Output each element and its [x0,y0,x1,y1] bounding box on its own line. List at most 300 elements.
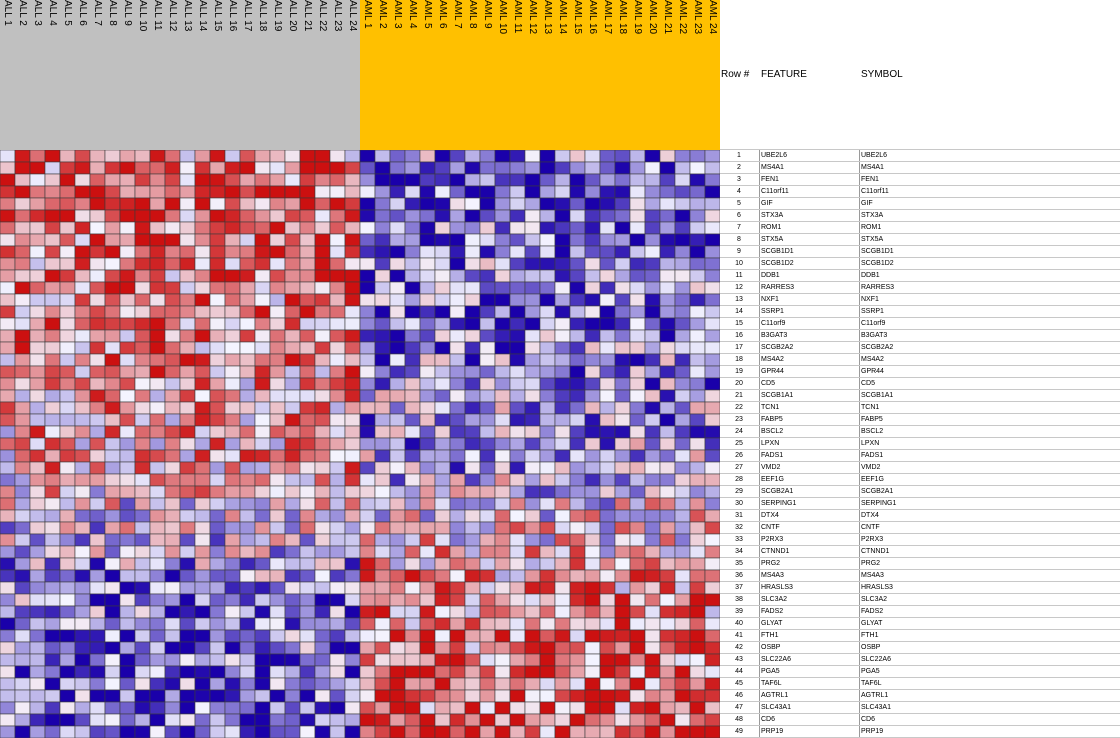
heatmap-cell [330,426,345,438]
heatmap-cell [240,162,255,174]
heatmap-cell [255,510,270,522]
heatmap-cell [450,678,465,690]
heatmap-cell [465,342,480,354]
heatmap-cell [405,414,420,426]
heatmap-cell [465,306,480,318]
heatmap-cell [450,726,465,738]
heatmap-cell [585,450,600,462]
heatmap-cell [180,438,195,450]
heatmap-cell [75,174,90,186]
heatmap-cell [615,558,630,570]
heatmap-cell [375,222,390,234]
heatmap-cell [225,510,240,522]
heatmap-cell [435,726,450,738]
heatmap-cell [390,198,405,210]
heatmap-cell [435,150,450,162]
heatmap-cell [255,378,270,390]
heatmap-cell [390,294,405,306]
heatmap-cell [615,270,630,282]
heatmap-cell [525,270,540,282]
heatmap-cell [390,570,405,582]
heatmap-cell [90,342,105,354]
heatmap-cell [0,198,15,210]
heatmap-cell [390,546,405,558]
heatmap-cell [165,258,180,270]
heatmap-cell [585,318,600,330]
heatmap-cell [585,678,600,690]
heatmap-cell [15,618,30,630]
heatmap-cell [555,522,570,534]
heatmap-cell [615,414,630,426]
heatmap-cell [420,666,435,678]
heatmap-cell [300,258,315,270]
heatmap-cell [585,390,600,402]
heatmap-cell [585,342,600,354]
heatmap-cell [480,630,495,642]
heatmap-cell [0,402,15,414]
table-row [720,270,1120,282]
heatmap-cell [165,414,180,426]
heatmap-cell [15,330,30,342]
heatmap-cell [315,498,330,510]
heatmap-cell [240,534,255,546]
heatmap-cell [375,450,390,462]
column-label: AML 9 [482,0,493,29]
heatmap-cell [135,162,150,174]
heatmap-cell [90,258,105,270]
table-row [720,630,1120,642]
heatmap-cell [45,474,60,486]
heatmap-cell [75,546,90,558]
heatmap-cell [300,606,315,618]
heatmap-cell [105,150,120,162]
heatmap-cell [540,162,555,174]
heatmap-cell [585,534,600,546]
row-symbol: LPXN [861,440,880,447]
heatmap-cell [375,294,390,306]
heatmap-cell [105,234,120,246]
heatmap-cell [90,630,105,642]
heatmap-cell [240,378,255,390]
heatmap-cell [105,414,120,426]
heatmap-cell [600,306,615,318]
heatmap-cell [600,258,615,270]
heatmap-cell [345,198,360,210]
heatmap-cell [330,366,345,378]
heatmap-cell [660,546,675,558]
heatmap-cell [75,402,90,414]
heatmap-cell [645,174,660,186]
heatmap-cell [345,162,360,174]
heatmap-cell [0,702,15,714]
table-row [720,690,1120,702]
heatmap-cell [660,630,675,642]
heatmap-cell [660,378,675,390]
heatmap-cell [435,474,450,486]
heatmap-cell [375,690,390,702]
heatmap-cell [270,450,285,462]
heatmap-cell [315,186,330,198]
heatmap-cell [300,270,315,282]
heatmap-cell [405,258,420,270]
heatmap-cell [630,474,645,486]
row-feature: GIF [761,200,773,207]
heatmap-cell [195,522,210,534]
heatmap-cell [195,186,210,198]
heatmap-cell [480,606,495,618]
heatmap-cell [615,606,630,618]
heatmap-cell [225,282,240,294]
heatmap-cell [180,726,195,738]
heatmap-cell [195,282,210,294]
row-number: 32 [735,524,743,531]
heatmap-cell [510,174,525,186]
heatmap-cell [180,294,195,306]
heatmap-cell [105,654,120,666]
heatmap-cell [645,270,660,282]
heatmap-cell [465,522,480,534]
row-feature: AGTRL1 [761,692,789,699]
heatmap-cell [555,186,570,198]
heatmap-cell [270,186,285,198]
heatmap-cell [600,666,615,678]
heatmap-cell [480,162,495,174]
heatmap-cell [315,450,330,462]
heatmap-cell [390,414,405,426]
heatmap-cell [120,162,135,174]
heatmap-cell [105,186,120,198]
heatmap-cell [480,282,495,294]
heatmap-cell [270,702,285,714]
heatmap-cell [300,666,315,678]
heatmap-cell [630,162,645,174]
heatmap-cell [585,210,600,222]
heatmap-cell [360,198,375,210]
heatmap-cell [45,498,60,510]
heatmap-cell [465,198,480,210]
heatmap-cell [645,618,660,630]
heatmap-cell [690,606,705,618]
heatmap-cell [60,558,75,570]
heatmap-cell [75,510,90,522]
heatmap-cell [120,390,135,402]
heatmap-cell [120,414,135,426]
heatmap-cell [660,186,675,198]
heatmap-cell [390,426,405,438]
heatmap-cell [480,222,495,234]
heatmap-cell [585,414,600,426]
heatmap-cell [510,498,525,510]
row-number: 14 [735,308,743,315]
heatmap-cell [450,510,465,522]
heatmap-cell [45,522,60,534]
heatmap-cell [360,282,375,294]
heatmap-cell [420,414,435,426]
heatmap-cell [480,642,495,654]
heatmap-cell [630,666,645,678]
heatmap-cell [240,654,255,666]
heatmap-cell [405,282,420,294]
heatmap-cell [270,462,285,474]
heatmap-cell [570,498,585,510]
heatmap-cell [465,318,480,330]
heatmap-cell [210,630,225,642]
heatmap-cell [705,198,720,210]
heatmap-cell [495,258,510,270]
heatmap-cell [165,714,180,726]
heatmap-cell [630,270,645,282]
heatmap-cell [240,186,255,198]
heatmap-cell [495,714,510,726]
table-row [720,342,1120,354]
heatmap-cell [30,474,45,486]
heatmap-cell [570,510,585,522]
heatmap-cell [240,558,255,570]
heatmap-cell [495,462,510,474]
column-label: AML 6 [437,0,448,29]
row-symbol: HRASLS3 [861,584,893,591]
heatmap-cell [180,486,195,498]
heatmap-cell [510,678,525,690]
heatmap-cell [675,714,690,726]
table-row [720,582,1120,594]
row-symbol: FEN1 [861,176,879,183]
heatmap-cell [300,246,315,258]
heatmap-cell [90,366,105,378]
heatmap-cell [105,390,120,402]
table-row [720,378,1120,390]
heatmap-cell [510,270,525,282]
heatmap-cell [270,426,285,438]
heatmap-cell [480,618,495,630]
heatmap-cell [330,414,345,426]
feature-header: FEATURE [761,69,807,80]
heatmap-cell [615,678,630,690]
column-label: AML 14 [557,0,568,35]
heatmap-cell [60,450,75,462]
heatmap-cell [30,354,45,366]
heatmap-cell [495,162,510,174]
heatmap-cell [375,318,390,330]
heatmap-cell [480,234,495,246]
heatmap-cell [0,186,15,198]
heatmap-cell [60,198,75,210]
heatmap-cell [165,510,180,522]
row-symbol: SLC3A2 [861,596,888,603]
row-number: 40 [735,620,743,627]
heatmap-cell [270,354,285,366]
heatmap-cell [165,378,180,390]
heatmap-cell [510,654,525,666]
row-number: 16 [735,332,743,339]
heatmap-cell [375,234,390,246]
heatmap-cell [330,270,345,282]
column-label: ALL 22 [317,0,328,32]
heatmap-cell [15,474,30,486]
heatmap-cell [465,438,480,450]
heatmap-cell [690,642,705,654]
heatmap-cell [510,318,525,330]
heatmap-cell [225,174,240,186]
heatmap-cell [240,402,255,414]
heatmap-cell [60,474,75,486]
heatmap-cell [270,210,285,222]
heatmap-cell [645,246,660,258]
heatmap-cell [90,654,105,666]
heatmap-cell [435,558,450,570]
symbol-header: SYMBOL [861,69,903,80]
row-symbol: TAF6L [861,680,882,687]
heatmap-cell [405,450,420,462]
heatmap-cell [705,282,720,294]
heatmap-cell [630,330,645,342]
heatmap-cell [120,582,135,594]
heatmap-cell [660,594,675,606]
heatmap-cell [225,450,240,462]
heatmap-cell [255,366,270,378]
heatmap-cell [270,342,285,354]
heatmap-cell [180,186,195,198]
heatmap-cell [510,594,525,606]
heatmap-cell [555,654,570,666]
heatmap-cell [450,558,465,570]
table-row [720,702,1120,714]
heatmap-cell [195,330,210,342]
heatmap-cell [465,642,480,654]
heatmap-cell [645,630,660,642]
row-feature: SCGB1D2 [761,260,794,267]
row-symbol: MS4A2 [861,356,884,363]
heatmap-cell [150,234,165,246]
heatmap-cell [495,690,510,702]
heatmap-cell [420,426,435,438]
heatmap-cell [270,294,285,306]
heatmap-cell [90,534,105,546]
heatmap-cell [195,246,210,258]
heatmap-cell [480,498,495,510]
heatmap-cell [705,594,720,606]
heatmap-cell [705,570,720,582]
heatmap-cell [675,174,690,186]
heatmap-cell [270,162,285,174]
heatmap-cell [255,522,270,534]
heatmap-cell [645,642,660,654]
heatmap-cell [510,570,525,582]
heatmap-cell [120,402,135,414]
heatmap-cell [255,678,270,690]
heatmap-cell [360,402,375,414]
heatmap-cell [570,438,585,450]
heatmap-cell [315,246,330,258]
heatmap-cell [360,594,375,606]
heatmap-cell [330,498,345,510]
heatmap-cell [525,174,540,186]
heatmap-cell [165,558,180,570]
heatmap-cell [420,510,435,522]
heatmap-cell [0,474,15,486]
heatmap-cell [285,474,300,486]
row-number: 3 [737,176,741,183]
heatmap-cell [465,414,480,426]
heatmap-cell [435,450,450,462]
row-symbol: ROM1 [861,224,882,231]
heatmap-cell [390,210,405,222]
heatmap-cell [360,162,375,174]
heatmap-cell [345,582,360,594]
heatmap-cell [0,606,15,618]
heatmap-cell [615,342,630,354]
heatmap-cell [585,462,600,474]
heatmap-cell [450,606,465,618]
heatmap-cell [360,510,375,522]
heatmap-cell [660,234,675,246]
heatmap-cell [390,558,405,570]
heatmap-cell [135,618,150,630]
heatmap-cell [330,318,345,330]
heatmap-cell [705,222,720,234]
heatmap-cell [660,462,675,474]
heatmap-cell [120,666,135,678]
heatmap-cell [645,354,660,366]
heatmap-cell [435,642,450,654]
row-feature: MS4A3 [761,572,784,579]
heatmap-cell [405,486,420,498]
heatmap-cell [345,498,360,510]
heatmap-cell [600,186,615,198]
heatmap-cell [120,474,135,486]
heatmap-cell [570,186,585,198]
heatmap-cell [675,594,690,606]
heatmap-cell [480,534,495,546]
heatmap-cell [285,162,300,174]
heatmap-cell [300,354,315,366]
heatmap-cell [660,606,675,618]
heatmap-cell [615,186,630,198]
heatmap-cell [150,318,165,330]
heatmap-cell [570,330,585,342]
row-feature: SCGB1A1 [761,392,794,399]
heatmap-cell [555,462,570,474]
heatmap-cell [270,150,285,162]
heatmap-cell [255,198,270,210]
row-symbol: PRP19 [861,728,884,735]
heatmap-cell [375,678,390,690]
heatmap-cell [645,594,660,606]
heatmap-cell [600,630,615,642]
heatmap-cell [15,522,30,534]
heatmap-cell [210,210,225,222]
heatmap-cell [75,234,90,246]
heatmap-cell [75,306,90,318]
heatmap-cell [225,486,240,498]
heatmap-cell [540,390,555,402]
heatmap-cell [570,702,585,714]
heatmap-cell [360,606,375,618]
heatmap-cell [45,294,60,306]
heatmap-cell [0,162,15,174]
heatmap-cell [435,402,450,414]
heatmap-cell [450,414,465,426]
heatmap-cell [600,366,615,378]
heatmap-cell [225,438,240,450]
heatmap-cell [60,570,75,582]
row-number: 17 [735,344,743,351]
row-number: 10 [735,260,743,267]
heatmap-cell [30,690,45,702]
heatmap-cell [675,534,690,546]
table-row [720,522,1120,534]
heatmap-cell [450,534,465,546]
